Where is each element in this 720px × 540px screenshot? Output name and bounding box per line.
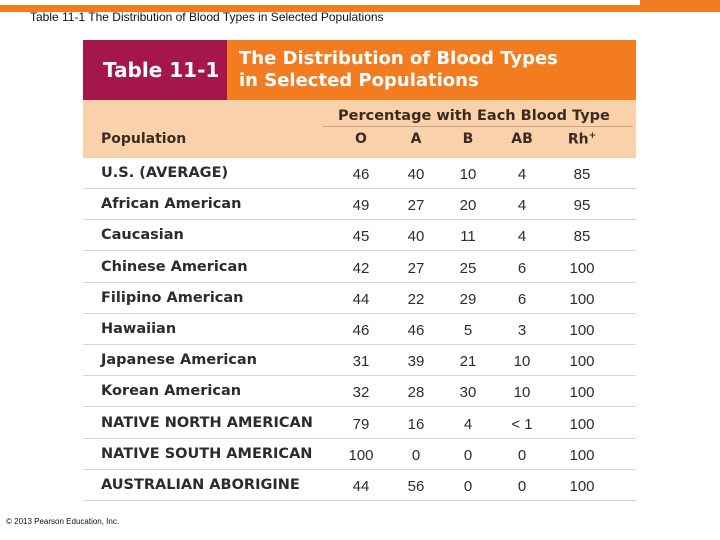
slide-title: Table 11-1 The Distribution of Blood Types in Selected Populations bbox=[30, 10, 384, 24]
table-caption bbox=[239, 48, 629, 92]
population-cell: Japanese American bbox=[101, 352, 258, 368]
value-cell: 100 bbox=[569, 416, 595, 433]
copyright-footer: © 2013 Pearson Education, Inc. bbox=[6, 517, 120, 526]
group-header-rule bbox=[323, 126, 633, 127]
value-cell: 21 bbox=[459, 353, 477, 370]
population-cell: Hawaiian bbox=[101, 321, 177, 337]
value-cell: 10 bbox=[513, 384, 531, 401]
population-header: Population bbox=[101, 131, 187, 147]
value-cell: 56 bbox=[407, 478, 425, 495]
value-cell: 6 bbox=[517, 291, 527, 308]
value-cell: 22 bbox=[407, 291, 425, 308]
table-row bbox=[83, 408, 636, 439]
value-cell: 3 bbox=[517, 322, 527, 339]
value-cell: 20 bbox=[459, 197, 477, 214]
table-row bbox=[83, 283, 636, 314]
value-cell: 0 bbox=[517, 447, 527, 464]
value-cell: 46 bbox=[352, 166, 370, 183]
value-cell: 100 bbox=[569, 260, 595, 277]
col-header-rh bbox=[562, 131, 602, 148]
value-cell: 46 bbox=[407, 322, 425, 339]
table-row bbox=[83, 470, 636, 501]
value-cell: 85 bbox=[573, 228, 591, 245]
value-cell: 45 bbox=[352, 228, 370, 245]
table-row bbox=[83, 345, 636, 376]
value-cell: 25 bbox=[459, 260, 477, 277]
population-cell: Filipino American bbox=[101, 290, 244, 306]
table-row bbox=[83, 376, 636, 407]
table-row bbox=[83, 189, 636, 220]
value-cell: 44 bbox=[352, 291, 370, 308]
col-header-b: B bbox=[462, 131, 474, 147]
value-cell: 100 bbox=[569, 291, 595, 308]
value-cell: 42 bbox=[352, 260, 370, 277]
value-cell: < 1 bbox=[511, 416, 533, 433]
population-cell: African American bbox=[101, 196, 242, 212]
table-row bbox=[83, 314, 636, 345]
rh-superscript: + bbox=[588, 131, 597, 141]
population-cell: NATIVE SOUTH AMERICAN bbox=[101, 446, 313, 462]
value-cell: 0 bbox=[517, 478, 527, 495]
value-cell: 5 bbox=[463, 322, 473, 339]
table-row bbox=[83, 220, 636, 251]
col-header-a: A bbox=[410, 131, 422, 147]
value-cell: 16 bbox=[407, 416, 425, 433]
value-cell: 4 bbox=[517, 197, 527, 214]
value-cell: 4 bbox=[463, 416, 473, 433]
value-cell: 40 bbox=[407, 228, 425, 245]
value-cell: 6 bbox=[517, 260, 527, 277]
value-cell: 100 bbox=[569, 478, 595, 495]
value-cell: 10 bbox=[459, 166, 477, 183]
value-cell: 79 bbox=[352, 416, 370, 433]
value-cell: 10 bbox=[513, 353, 531, 370]
col-header-ab: AB bbox=[511, 131, 533, 147]
value-cell: 30 bbox=[459, 384, 477, 401]
value-cell: 0 bbox=[463, 478, 473, 495]
value-cell: 0 bbox=[463, 447, 473, 464]
value-cell: 100 bbox=[569, 447, 595, 464]
value-cell: 85 bbox=[573, 166, 591, 183]
top-bar-notch bbox=[0, 0, 640, 5]
value-cell: 29 bbox=[459, 291, 477, 308]
value-cell: 49 bbox=[352, 197, 370, 214]
table-row bbox=[83, 439, 636, 470]
value-cell: 100 bbox=[348, 447, 374, 464]
group-header: Percentage with Each Blood Type bbox=[338, 108, 610, 124]
value-cell: 95 bbox=[573, 197, 591, 214]
value-cell: 0 bbox=[411, 447, 421, 464]
population-cell: NATIVE NORTH AMERICAN bbox=[101, 415, 313, 431]
value-cell: 4 bbox=[517, 228, 527, 245]
table-row bbox=[83, 158, 636, 189]
value-cell: 100 bbox=[569, 353, 595, 370]
value-cell: 39 bbox=[407, 353, 425, 370]
value-cell: 32 bbox=[352, 384, 370, 401]
table-row bbox=[83, 252, 636, 283]
value-cell: 27 bbox=[407, 260, 425, 277]
population-cell: U.S. (AVERAGE) bbox=[101, 165, 229, 181]
value-cell: 44 bbox=[352, 478, 370, 495]
value-cell: 11 bbox=[460, 228, 476, 245]
population-cell: Caucasian bbox=[101, 227, 184, 243]
population-cell: Korean American bbox=[101, 383, 242, 399]
value-cell: 46 bbox=[352, 322, 370, 339]
value-cell: 100 bbox=[569, 322, 595, 339]
value-cell: 40 bbox=[407, 166, 425, 183]
value-cell: 28 bbox=[407, 384, 425, 401]
population-cell: AUSTRALIAN ABORIGINE bbox=[101, 477, 300, 493]
population-cell: Chinese American bbox=[101, 259, 248, 275]
col-header-rh-text: Rh bbox=[567, 131, 589, 148]
value-cell: 31 bbox=[352, 353, 370, 370]
blood-type-table bbox=[83, 40, 636, 502]
value-cell: 27 bbox=[407, 197, 425, 214]
value-cell: 100 bbox=[569, 384, 595, 401]
table-label: Table 11-1 bbox=[83, 40, 227, 100]
table-caption-line1: The Distribution of Blood Types bbox=[239, 48, 558, 69]
col-header-o: O bbox=[355, 131, 367, 147]
value-cell: 4 bbox=[517, 166, 527, 183]
table-caption-line2: in Selected Populations bbox=[239, 70, 479, 91]
